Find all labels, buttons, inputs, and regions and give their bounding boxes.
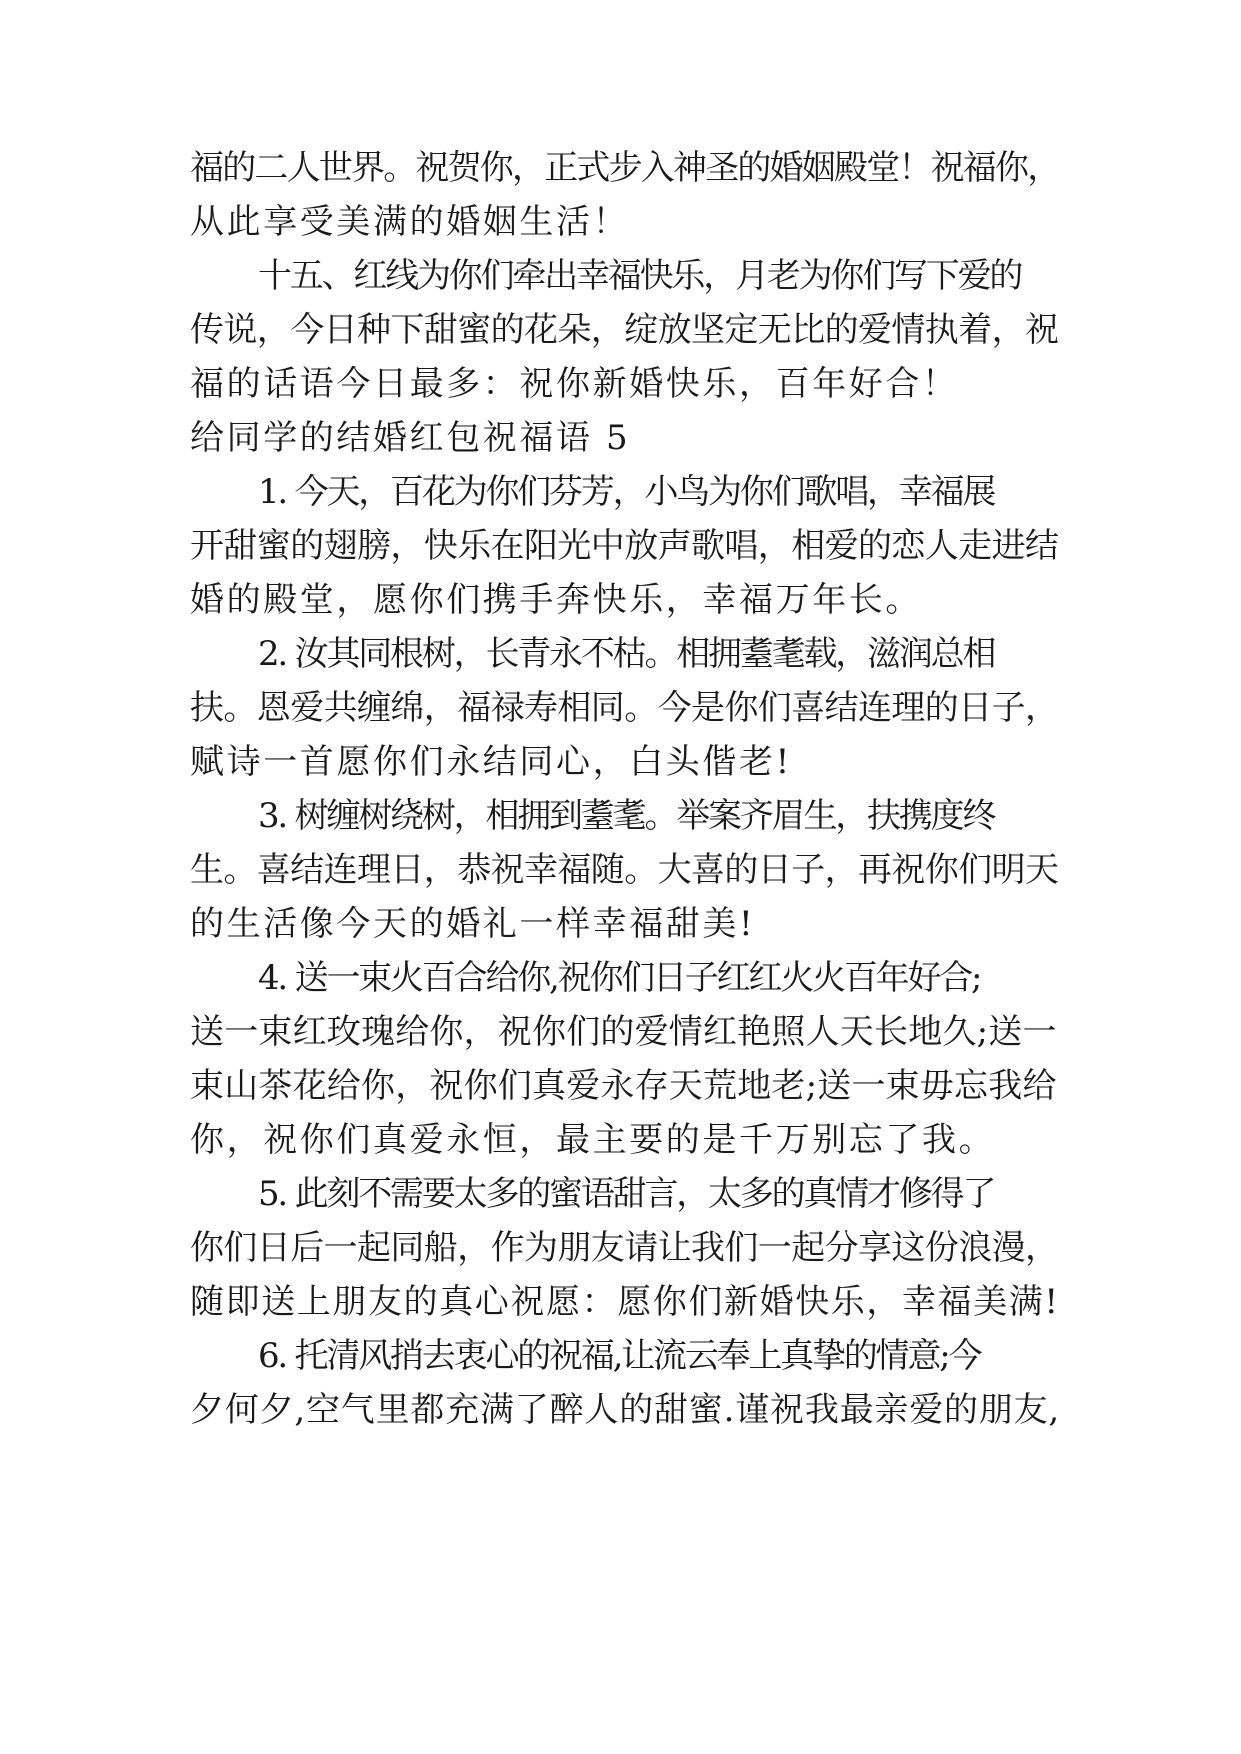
text-line: 束山茶花给你，祝你们真爱永存天荒地老;送一束毋忘我给 (190, 1066, 1057, 1106)
paragraph-first-line: 3. 树缠树绕树，相拥到耋耄。举案齐眉生，扶携度终 (258, 796, 995, 836)
paragraph-first-line: 6. 托清风捎去衷心的祝福,让流云奉上真挚的情意;今 (258, 1336, 981, 1376)
text-line: 的生活像今天的婚礼一样幸福甜美! (190, 904, 756, 944)
text-line: 夕何夕,空气里都充满了醉人的甜蜜.谨祝我最亲爱的朋友, (190, 1390, 1061, 1430)
text-line: 婚的殿堂，愿你们携手奔快乐，幸福万年长。 (190, 580, 922, 620)
text-line: 福的二人世界。祝贺你，正式步入神圣的婚姻殿堂！祝福你， (190, 148, 1060, 188)
text-line: 你，祝你们真爱永恒，最主要的是千万别忘了我。 (190, 1120, 996, 1160)
text-line: 扶。恩爱共缠绵，福禄寿相同。今是你们喜结连理的日子， (190, 688, 1059, 728)
text-line: 你们日后一起同船，作为朋友请让我们一起分享这份浪漫， (190, 1228, 1059, 1268)
paragraph-first-line: 1. 今天，百花为你们芬芳，小鸟为你们歌唱，幸福展 (258, 472, 995, 512)
text-line: 传说，今日种下甜蜜的花朵，绽放坚定无比的爱情执着，祝 (190, 310, 1059, 350)
text-line: 福的话语今日最多：祝你新婚快乐，百年好合！ (190, 364, 959, 404)
text-line: 赋诗一首愿你们永结同心，白头偕老! (190, 742, 792, 782)
paragraph-first-line: 5. 此刻不需要太多的蜜语甜言，太多的真情才修得了 (258, 1174, 995, 1214)
text-line: 从此享受美满的婚姻生活！ (190, 202, 630, 242)
text-line: 送一束红玫瑰给你，祝你们的爱情红艳照人天长地久;送一 (190, 1012, 1057, 1052)
paragraph-first-line: 2. 汝其同根树，长青永不枯。相拥耋耄载，滋润总相 (258, 634, 995, 674)
text-line: 生。喜结连理日，恭祝幸福随。大喜的日子，再祝你们明天 (190, 850, 1059, 890)
paragraph-first-line: 4. 送一束火百合给你,祝你们日子红红火火百年好合; (258, 958, 981, 998)
text-line: 开甜蜜的翅膀，快乐在阳光中放声歌唱，相爱的恋人走进结 (190, 526, 1059, 566)
paragraph-first-line: 十五、红线为你们牵出幸福快乐，月老为你们写下爱的 (258, 256, 1022, 296)
text-line: 随即送上朋友的真心祝愿：愿你们新婚快乐，幸福美满! (190, 1282, 1060, 1322)
section-heading: 给同学的结婚红包祝福语 5 (190, 418, 631, 458)
